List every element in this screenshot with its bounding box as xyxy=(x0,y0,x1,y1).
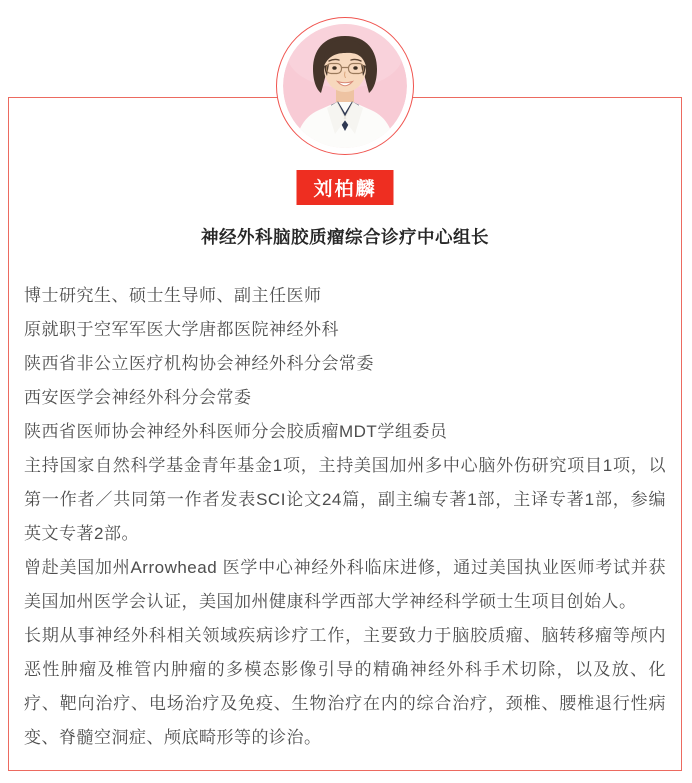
avatar xyxy=(276,17,414,155)
bio-paragraph: 陕西省医师协会神经外科医师分会胶质瘤MDT学组委员 xyxy=(24,422,448,441)
name-badge: 刘柏麟 xyxy=(297,170,394,205)
bio-paragraph: 主持国家自然科学基金青年基金1项，主持美国加州多中心脑外伤研究项目1项，以第一作者／共同第一作者发表SCI论文24篇，副主编专著1部，主译专著1部，参编英文专著2部。 xyxy=(24,456,666,543)
profile-card xyxy=(8,97,682,771)
bio-paragraph: 西安医学会神经外科分会常委 xyxy=(24,388,252,407)
bio-paragraph: 陕西省非公立医疗机构协会神经外科分会常委 xyxy=(24,354,374,373)
bio-paragraph: 原就职于空军军医大学唐都医院神经外科 xyxy=(24,320,339,339)
doctor-photo-icon xyxy=(283,24,407,148)
bio-paragraph: 长期从事神经外科相关领域疾病诊疗工作，主要致力于脑胶质瘤、脑转移瘤等颅内恶性肿瘤及椎管内肿瘤的多模态影像引导的精确神经外科手术切除，以及放、化疗、靶向治疗、电场治疗及免疫、生物治疗在内的综合治疗，颈椎、腰椎退行性病变、脊髓空洞症、颅底畸形等的诊治。 xyxy=(24,626,666,747)
bio-paragraph: 博士研究生、硕士生导师、副主任医师 xyxy=(24,286,322,305)
doctor-title: 神经外科脑胶质瘤综合诊疗中心组长 xyxy=(201,227,489,247)
bio-text xyxy=(24,279,666,755)
bio-paragraph: 曾赴美国加州Arrowhead 医学中心神经外科临床进修，通过美国执业医师考试并获美国加州医学会认证，美国加州健康科学西部大学神经科学硕士生项目创始人。 xyxy=(24,558,666,611)
